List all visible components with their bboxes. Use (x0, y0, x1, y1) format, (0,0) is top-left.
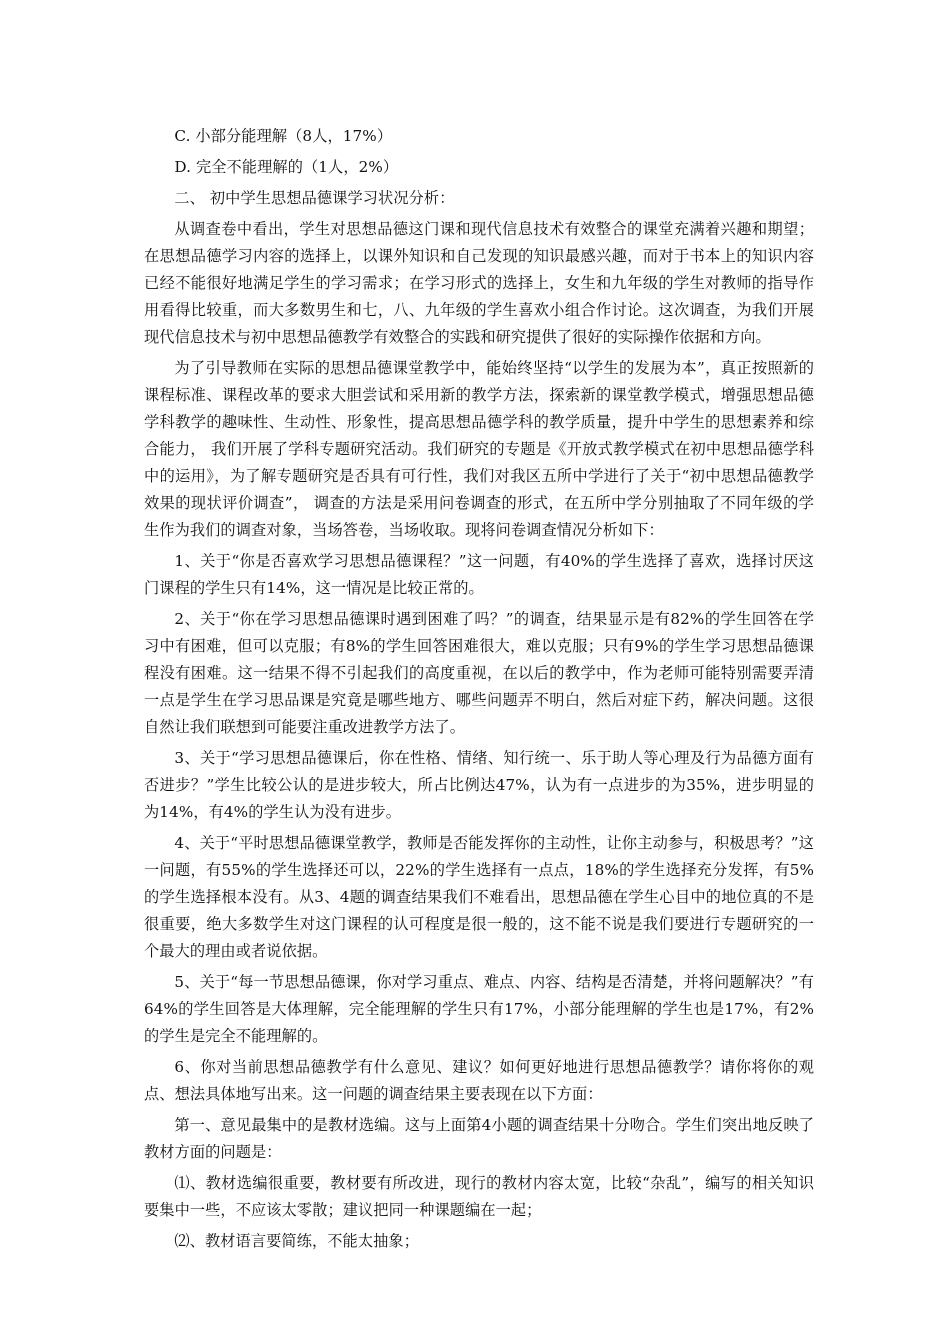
paragraph: 从调查卷中看出，学生对思想品德这门课和现代信息技术有效整合的课堂充满着兴趣和期望；在思想品德学习内容的选择上，以课外知识和自己发现的知识最感兴趣，而对于书本上的知识内容已经不能很好地满足学生的学习需求；在学习形式的选择上，女生和九年级的学生对教师的指导作用看得比较重，而大多数男生和七，八、九年级的学生喜欢小组合作讨论。这次调查，为我们开展现代信息技术与初中思想品德教学有效整合的实践和研究提供了很好的实际操作依据和方向。 (144, 220, 814, 346)
paragraph: 2、关于“你在学习思想品德课时遇到困难了吗？”的调查，结果显示是有82%的学生回答在学习中有困难，但可以克服；有8%的学生回答困难很大，难以克服；只有9%的学生学习思想品德课程没有困难。这一结果不得不引起我们的高度重视，在以后的教学中，作为老师可能特别需要弄清一点是学生在学习思品课是究竟是哪些地方、哪些问题弄不明白，然后对症下药，解决问题。这很自然让我们联想到可能要注重改进教学方法了。 (144, 610, 814, 736)
paragraph: 6、你对当前思想品德教学有什么意见、建议？如何更好地进行思想品德教学？请你将你的观点、想法具体地写出来。这一问题的调查结果主要表现在以下方面： (144, 1058, 814, 1103)
paragraph: 3、关于“学习思想品德课后，你在性格、情绪、知行统一、乐于助人等心理及行为品德方面有否进步？”学生比较公认的是进步较大，所占比例达47%，认为有一点进步的为35%，进步明显的为14%，有4%的学生认为没有进步。 (144, 749, 814, 821)
paragraph: 为了引导教师在实际的思想品德课堂教学中，能始终坚持“以学生的发展为本”，真正按照新的课程标准、课程改革的要求大胆尝试和采用新的教学方法，探索新的课堂教学模式，增强思想品德学科教学的趣味性、生动性、形象性，提高思想品德学科的教学质量，提升中学生的思想素养和综合能力， 我们开展了学科专题研究活动。我们研究的专题是《开放式教学模式在初中思想品德学科中的运用》，为了解专题研究是否具有可行性，我们对我区五所中学进行了关于“初中思想品德教学效果的现状评价调查”， 调查的方法是采用问卷调查的形式，在五所中学分别抽取了不同年级的学生作为我们的调查对象，当场答卷，当场收取。现将问卷调查情况分析如下： (144, 359, 814, 539)
list-item: ⑴、教材选编很重要，教材要有所改进，现行的教材内容太宽，比较“杂乱”，编写的相关知识要集中一些，不应该太零散；建议把同一种课题编在一起； (144, 1174, 814, 1219)
paragraph: 5、关于“每一节思想品德课，你对学习重点、难点、内容、结构是否清楚，并将问题解决？”有64%的学生回答是大体理解，完全能理解的学生只有17%，小部分能理解的学生也是17%，有2%的学生是完全不能理解的。 (144, 973, 814, 1045)
paragraph: 第一、意见最集中的是教材选编。这与上面第4小题的调查结果十分吻合。学生们突出地反映了教材方面的问题是： (144, 1116, 814, 1161)
paragraph: 1、关于“你是否喜欢学习思想品德课程？”这一问题，有40%的学生选择了喜欢，选择讨厌这门课程的学生只有14%，这一情况是比较正常的。 (144, 552, 814, 597)
list-item: ⑵、教材语言要简练，不能太抽象； (174, 1232, 419, 1250)
option-c-line: C. 小部分能理解（8人，17%） (174, 127, 393, 145)
option-d-line: D. 完全不能理解的（1人，2%） (174, 158, 399, 176)
paragraph: 4、关于“平时思想品德课堂教学，教师是否能发挥你的主动性，让你主动参与，积极思考？”这一问题，有55%的学生选择还可以，22%的学生选择有一点点，18%的学生选择充分发挥，有5%的学生选择根本没有。从3、4题的调查结果我们不难看出，思想品德在学生心目中的地位真的不是很重要，绝大多数学生对这门课程的认可程度是很一般的，这不能不说是我们要进行专题研究的一个最大的理由或者说依据。 (144, 834, 814, 960)
document-body (144, 123, 814, 1255)
section-heading: 二、 初中学生思想品德课学习状况分析： (174, 189, 455, 207)
